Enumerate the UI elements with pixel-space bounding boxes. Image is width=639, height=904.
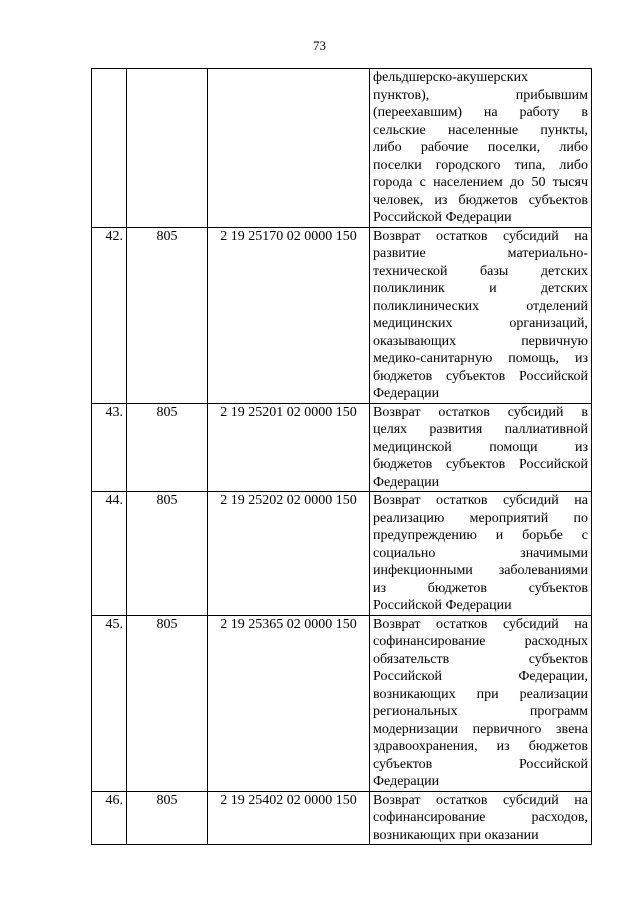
description-line: социально значимыми [373,545,588,561]
description-line: софинансирование расходов, [373,810,588,825]
description-line: человек, из бюджетов субъектов [373,192,588,208]
row-number-cell: 45. [92,615,127,791]
description-line: поликлиник и детских [373,281,588,296]
description-line: медико-санитарную помощь, из [373,351,588,366]
description-line: Возврат остатков субсидий на [373,792,588,808]
description-line: софинансирование расходных [373,634,588,649]
table-row [92,791,592,845]
income-description-cell [370,227,592,403]
description-line: поликлинических отделений [373,298,588,314]
table-row [92,69,592,228]
table-row [92,227,592,403]
description-line: поселки городского типа, либо [373,157,588,173]
row-number-cell: 43. [92,403,127,492]
row-number-cell: 44. [92,492,127,616]
description-line: Российской Федерации [373,210,512,225]
description-line: развитие материально- [373,246,588,261]
income-description-cell [370,403,592,492]
description-line: бюджетов субъектов Российской [373,368,588,384]
admin-code-cell: 805 [127,492,208,616]
description-line: из бюджетов субъектов [373,580,588,596]
admin-code-cell: 805 [127,615,208,791]
description-line: (переехавшим) на работу в [373,105,588,120]
description-line: сельские населенные пункты, [373,122,588,138]
description-line: Российской Федерации [373,598,512,613]
income-description-cell [370,69,592,228]
budget-classification-code-cell [208,69,370,228]
description-line: оказывающих первичную [373,333,588,349]
description-line: Возврат остатков субсидий на [373,228,588,244]
budget-classification-code-cell: 2 19 25365 02 0000 150 [208,615,370,791]
admin-code-cell: 805 [127,791,208,845]
row-number-cell: 42. [92,227,127,403]
budget-classification-code-cell: 2 19 25402 02 0000 150 [208,791,370,845]
description-line: бюджетов субъектов Российской [373,457,588,472]
description-line: возникающих при реализации [373,686,588,702]
description-line: Федерации [373,474,440,490]
admin-code-cell [127,69,208,228]
description-line: либо рабочие поселки, либо [373,140,588,155]
description-line: обязательств субъектов [373,651,588,667]
description-line: медицинской помощи из [373,439,588,455]
description-line: Федерации [373,774,440,789]
description-line: региональных программ [373,704,588,719]
page-number: 73 [313,38,326,53]
description-line: возникающих при оказании [373,827,539,843]
description-line: предупреждению и борьбе с [373,528,588,543]
income-description-cell [370,791,592,845]
description-line: города с населением до 50 тысяч [373,175,588,190]
table-body [92,69,592,845]
budget-classification-code-cell: 2 19 25170 02 0000 150 [208,227,370,403]
table-row [92,403,592,492]
description-line: Возврат остатков субсидий на [373,493,588,508]
income-description-cell [370,615,592,791]
description-line: модернизации первичного звена [373,721,588,737]
description-line: медицинских организаций, [373,316,588,331]
description-line: инфекционными заболеваниями [373,563,588,578]
description-line: субъектов Российской [373,756,588,772]
description-line: Федерации [373,386,440,401]
description-line: Российской Федерации, [373,669,588,684]
row-number-cell [92,69,127,228]
table-row [92,615,592,791]
description-line: пунктов), прибывшим [373,87,588,103]
description-line: реализацию мероприятий по [373,510,588,526]
budget-code-table [91,68,592,845]
row-number-cell: 46. [92,791,127,845]
description-line: Возврат остатков субсидий в [373,404,588,420]
table-row [92,492,592,616]
admin-code-cell: 805 [127,227,208,403]
income-description-cell [370,492,592,616]
description-line: целях развития паллиативной [373,422,588,437]
budget-classification-code-cell: 2 19 25201 02 0000 150 [208,403,370,492]
admin-code-cell: 805 [127,403,208,492]
description-line: здравоохранения, из бюджетов [373,739,588,754]
description-line: фельдшерско-акушерских [373,70,529,85]
description-line: Возврат остатков субсидий на [373,616,588,632]
budget-classification-code-cell: 2 19 25202 02 0000 150 [208,492,370,616]
description-line: технической базы детских [373,263,588,279]
